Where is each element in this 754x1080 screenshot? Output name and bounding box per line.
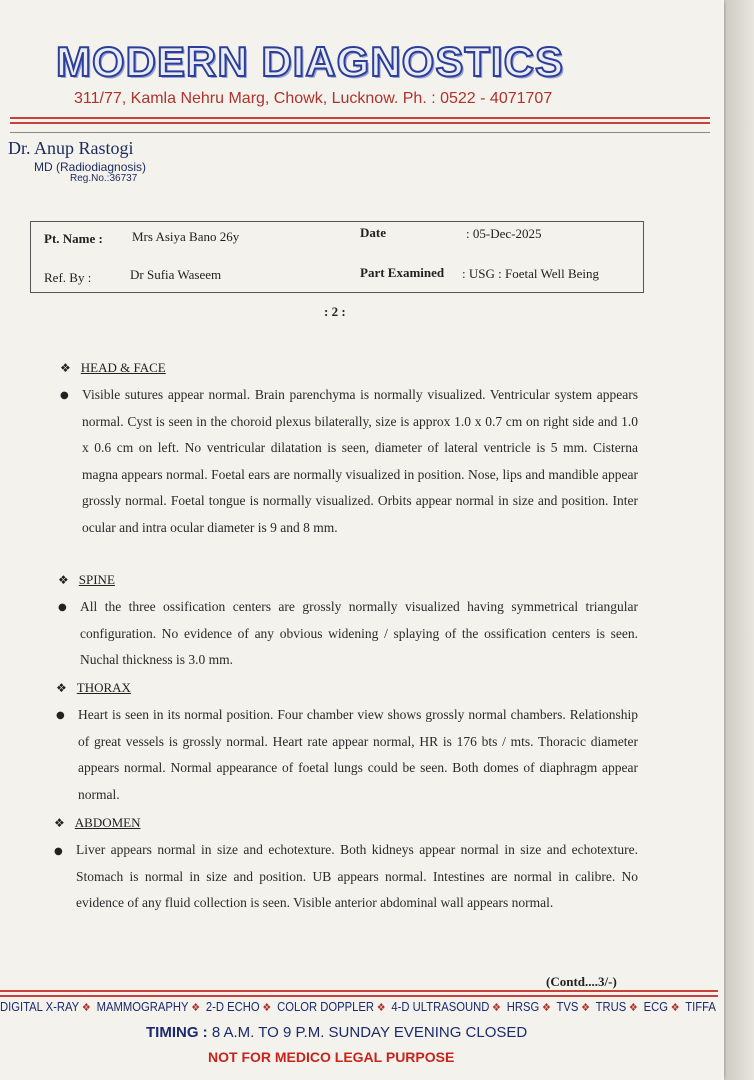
doctor-qualification: MD (Radiodiagnosis) <box>34 160 147 174</box>
header-divider <box>10 132 710 133</box>
section-heading <box>56 680 131 696</box>
date-label: Date <box>360 225 386 240</box>
section-title: HEAD & FACE <box>80 360 166 375</box>
service-item: COLOR DOPPLER <box>277 1000 375 1014</box>
bullet-icon: ● <box>54 846 63 857</box>
footer-divider <box>0 995 718 997</box>
section-title: THORAX <box>76 680 131 695</box>
bullet-icon: ● <box>58 602 67 613</box>
service-item: 2-D ECHO <box>205 1000 260 1014</box>
diamond-separator-icon: ❖ <box>541 1001 551 1014</box>
diamond-separator-icon: ❖ <box>492 1001 501 1014</box>
diamond-separator-icon: ❖ <box>191 1001 201 1014</box>
diamond-separator-icon: ❖ <box>670 1001 680 1014</box>
service-item: HRSG <box>506 1000 540 1014</box>
patient-name-value: Mrs Asiya Bano 26y <box>132 229 240 244</box>
ref-by-value: Dr Sufia Waseem <box>130 267 222 282</box>
diamond-separator-icon: ❖ <box>81 1001 91 1014</box>
diamond-bullet-icon: ❖ <box>58 573 69 587</box>
header-divider <box>10 122 710 124</box>
patient-name-label: Pt. Name : <box>44 231 103 246</box>
section-paragraph: Heart is seen in its normal position. Four chamber view shows grossly normal chambers. Relationship of great vessels is grossly normal. Heart rate appear normal, HR is 176 bts / mts. Thoracic diameter appears normal. Normal appearance of foetal lungs could be seen. Both domes of diaphragm appear normal. <box>78 707 638 802</box>
diamond-bullet-icon: ❖ <box>56 681 67 695</box>
page-number: : 2 : <box>324 304 346 319</box>
bullet-icon: ● <box>60 390 69 401</box>
diamond-bullet-icon: ❖ <box>60 361 71 375</box>
service-item: TVS <box>556 1000 579 1014</box>
section-paragraph: All the three ossification centers are grossly normally visualized having symmetrical triangular configuration. No evidence of any obvious widening / splaying of the ossification centers is seen. Nuchal thickness is 3.0 mm. <box>80 599 638 667</box>
service-item: TIFFA <box>685 1000 716 1014</box>
section-paragraph: Visible sutures appear normal. Brain parenchyma is normally visualized. Ventricular system appears normal. Cyst is seen in the choroid plexus bilaterally, size is approx 1.0 x 0.7 cm on right side and 1.0 x 0.6 cm on left. No ventricular dilatation is seen, diameter of lateral ventricle is 5 mm. Cisterna magna appears normal. Foetal ears are normally visualized in position. Nose, lips and mandible appear grossly normal. Foetal tongue is normally visualized. Orbits appear normal in size and position. Inter ocular and intra ocular diameter is 9 and 8 mm. <box>82 387 638 535</box>
section-paragraph: Liver appears normal in size and echotexture. Both kidneys appear normal in size and echotexture. Stomach is normal in size and position. UB appears normal. Intestines are normal in calibre. No evidence of any fluid collection is seen. Visible anterior abdominal wall appears normal. <box>76 842 638 910</box>
legal-notice: NOT FOR MEDICO LEGAL PURPOSE <box>208 1049 455 1065</box>
part-examined-label: Part Examined <box>360 265 445 280</box>
service-item: 4-D ULTRASOUND <box>391 1000 490 1014</box>
footer-divider <box>0 990 718 992</box>
section-title: ABDOMEN <box>74 815 141 830</box>
header-divider <box>10 117 710 119</box>
patient-info-box <box>30 221 644 293</box>
continued-note: (Contd....3/-) <box>546 974 617 989</box>
bullet-icon: ● <box>56 710 65 721</box>
services-list <box>0 1000 716 1014</box>
clinic-logo: MODERN DIAGNOSTICS <box>56 38 565 85</box>
ref-by-label: Ref. By : <box>44 270 92 285</box>
section-title: SPINE <box>78 572 115 587</box>
doctor-name: Dr. Anup Rastogi <box>8 138 134 158</box>
page-edge <box>726 0 754 1080</box>
section-heading <box>58 572 115 588</box>
date-value: : 05-Dec-2025 <box>466 226 542 241</box>
section-heading <box>60 360 166 376</box>
diamond-bullet-icon: ❖ <box>54 816 65 830</box>
doctor-registration: Reg.No.:36737 <box>70 173 138 184</box>
diamond-separator-icon: ❖ <box>262 1001 272 1014</box>
diamond-separator-icon: ❖ <box>376 1001 386 1014</box>
service-item: TRUS <box>595 1000 627 1014</box>
service-item: MAMMOGRAPHY <box>96 1000 189 1014</box>
diamond-separator-icon: ❖ <box>628 1001 638 1014</box>
section-heading <box>54 815 141 831</box>
service-item: ECG <box>643 1000 669 1014</box>
timing-line <box>146 1024 527 1041</box>
service-item: DIGITAL X-RAY <box>0 1000 80 1014</box>
timing-label: TIMING : <box>146 1024 208 1041</box>
timing-value: 8 A.M. TO 9 P.M. SUNDAY EVENING CLOSED <box>211 1024 528 1041</box>
part-examined-value: : USG : Foetal Well Being <box>462 266 600 281</box>
diamond-separator-icon: ❖ <box>581 1001 590 1014</box>
clinic-address: 311/77, Kamla Nehru Marg, Chowk, Lucknow. Ph. : 0522 - 4071707 <box>74 90 553 107</box>
